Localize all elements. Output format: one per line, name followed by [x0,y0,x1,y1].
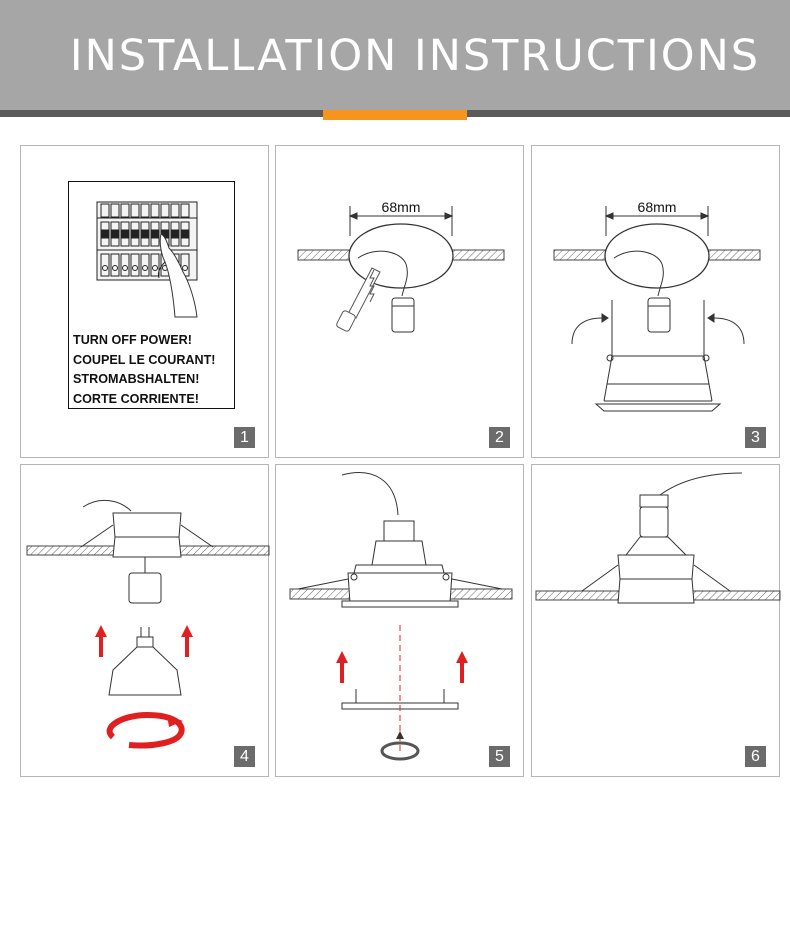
arrow-up-right-icon [456,651,468,683]
insert-bulb-illustration [21,465,270,778]
warning-line-4: CORTE CORRIENTE! [73,391,199,406]
warning-line-1: TURN OFF POWER! [73,333,192,347]
breaker-panel-illustration [69,182,234,327]
arrow-up-left-icon [95,625,107,657]
warning-line-3: STROMABSHALTEN! [73,372,200,386]
step-2-panel [275,145,524,458]
step-number-badge: 4 [234,746,255,767]
warning-sign [68,181,235,409]
step-1-panel [20,145,269,458]
spring-arrow-left [572,318,602,344]
spring-arrow-right [714,318,744,344]
step-3-panel [531,145,780,458]
finished-fixture-illustration [532,465,781,778]
step-5-panel [275,464,524,777]
saw-icon [336,268,380,332]
cut-hole-illustration [276,146,525,459]
warning-text [73,331,238,409]
dimension-label: 68mm [637,199,677,215]
header-accent-bar [323,110,467,120]
connect-wire-illustration [532,146,781,459]
warning-line-2: COUPEL LE COURANT! [73,352,216,367]
step-number-badge: 6 [745,746,766,767]
header-banner [0,0,790,110]
page-title: INSTALLATION INSTRUCTIONS [69,31,761,81]
step-4-panel [20,464,269,777]
arrow-up-right-icon [181,625,193,657]
step-number-badge: 1 [234,427,255,448]
step-number-badge: 3 [745,427,766,448]
step-number-badge: 2 [489,427,510,448]
rotate-icon [110,715,183,746]
arrow-up-left-icon [336,651,348,683]
step-number-badge: 5 [489,746,510,767]
attach-ring-illustration [276,465,525,778]
step-6-panel [531,464,780,777]
dimension-label: 68mm [381,199,421,215]
